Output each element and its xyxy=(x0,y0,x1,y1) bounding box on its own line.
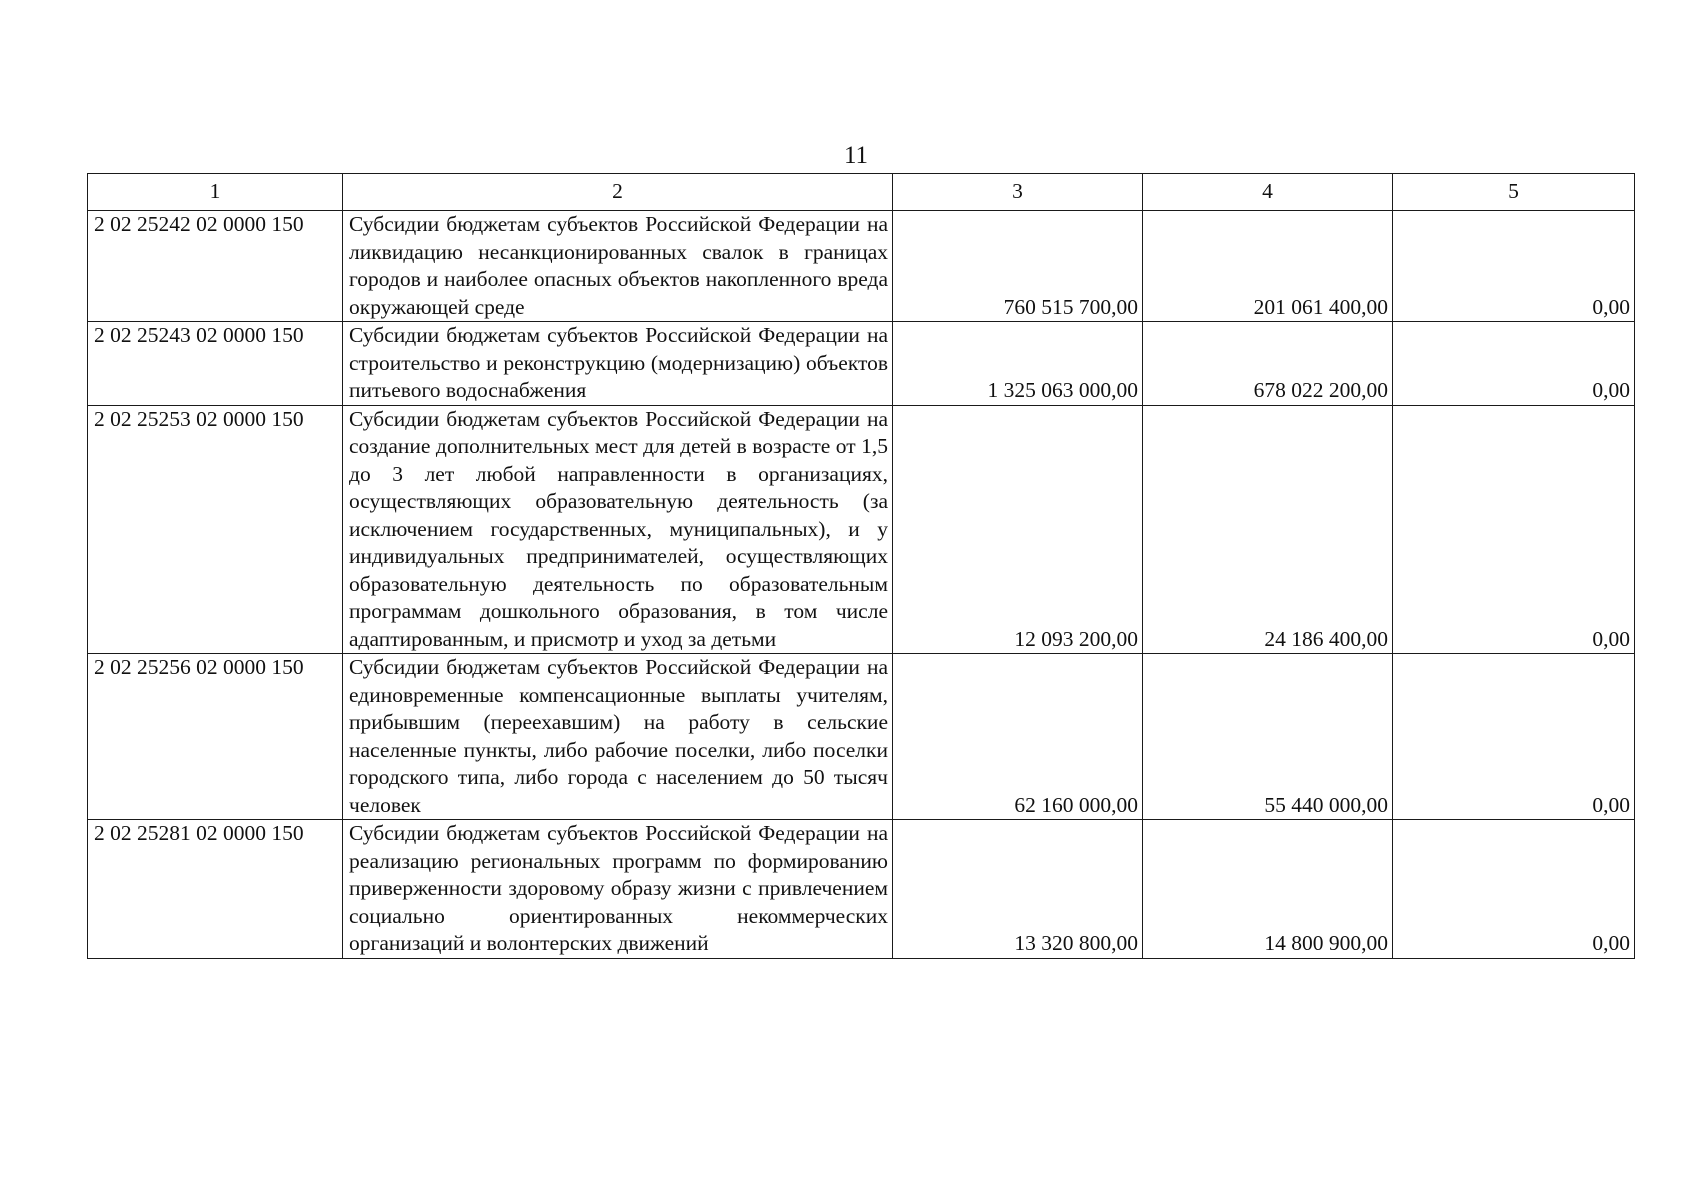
budget-code: 2 02 25256 02 0000 150 xyxy=(88,654,343,820)
amount-col5: 0,00 xyxy=(1393,820,1635,959)
subsidy-description: Субсидии бюджетам субъектов Российской Федерации на создание дополнительных мест для детей в возрасте от 1,5 до 3 лет любой направленности в организациях, осуществляющих образовательную деятельность (за исключением государственных, муниципальных), и у индивидуальных предпринимателей, осуществляющих образовательную деятельность по образовательным программам дошкольного образования, в том числе адаптированным, и присмотр и уход за детьми xyxy=(343,405,893,654)
table-header-row xyxy=(88,174,1635,211)
budget-code: 2 02 25253 02 0000 150 xyxy=(88,405,343,654)
column-header: 1 xyxy=(88,174,343,211)
table-row xyxy=(88,405,1635,654)
amount-col3: 760 515 700,00 xyxy=(893,211,1143,322)
amount-col4: 14 800 900,00 xyxy=(1143,820,1393,959)
table-row xyxy=(88,211,1635,322)
amount-col3: 13 320 800,00 xyxy=(893,820,1143,959)
table-row xyxy=(88,654,1635,820)
amount-col4: 55 440 000,00 xyxy=(1143,654,1393,820)
amount-col5: 0,00 xyxy=(1393,322,1635,406)
subsidy-description: Субсидии бюджетам субъектов Российской Федерации на ликвидацию несанкционированных свалок в границах городов и наиболее опасных объектов накопленного вреда окружающей среде xyxy=(343,211,893,322)
budget-table xyxy=(87,173,1635,959)
page-number: 11 xyxy=(843,142,869,169)
amount-col4: 24 186 400,00 xyxy=(1143,405,1393,654)
subsidy-description: Субсидии бюджетам субъектов Российской Федерации на единовременные компенсационные выплаты учителям, прибывшим (переехавшим) на работу в сельские населенные пункты, либо рабочие поселки, либо поселки городского типа, либо города с населением до 50 тысяч человек xyxy=(343,654,893,820)
budget-code: 2 02 25242 02 0000 150 xyxy=(88,211,343,322)
amount-col3: 1 325 063 000,00 xyxy=(893,322,1143,406)
column-header: 5 xyxy=(1393,174,1635,211)
column-header: 3 xyxy=(893,174,1143,211)
amount-col3: 12 093 200,00 xyxy=(893,405,1143,654)
table-row xyxy=(88,322,1635,406)
amount-col3: 62 160 000,00 xyxy=(893,654,1143,820)
amount-col4: 201 061 400,00 xyxy=(1143,211,1393,322)
amount-col5: 0,00 xyxy=(1393,405,1635,654)
amount-col4: 678 022 200,00 xyxy=(1143,322,1393,406)
amount-col5: 0,00 xyxy=(1393,654,1635,820)
column-header: 2 xyxy=(343,174,893,211)
amount-col5: 0,00 xyxy=(1393,211,1635,322)
table-row xyxy=(88,820,1635,959)
budget-code: 2 02 25281 02 0000 150 xyxy=(88,820,343,959)
column-header: 4 xyxy=(1143,174,1393,211)
budget-code: 2 02 25243 02 0000 150 xyxy=(88,322,343,406)
subsidy-description: Субсидии бюджетам субъектов Российской Федерации на реализацию региональных программ по формированию приверженности здоровому образу жизни с привлечением социально ориентированных некоммерческих организаций и волонтерских движений xyxy=(343,820,893,959)
subsidy-description: Субсидии бюджетам субъектов Российской Федерации на строительство и реконструкцию (модернизацию) объектов питьевого водоснабжения xyxy=(343,322,893,406)
